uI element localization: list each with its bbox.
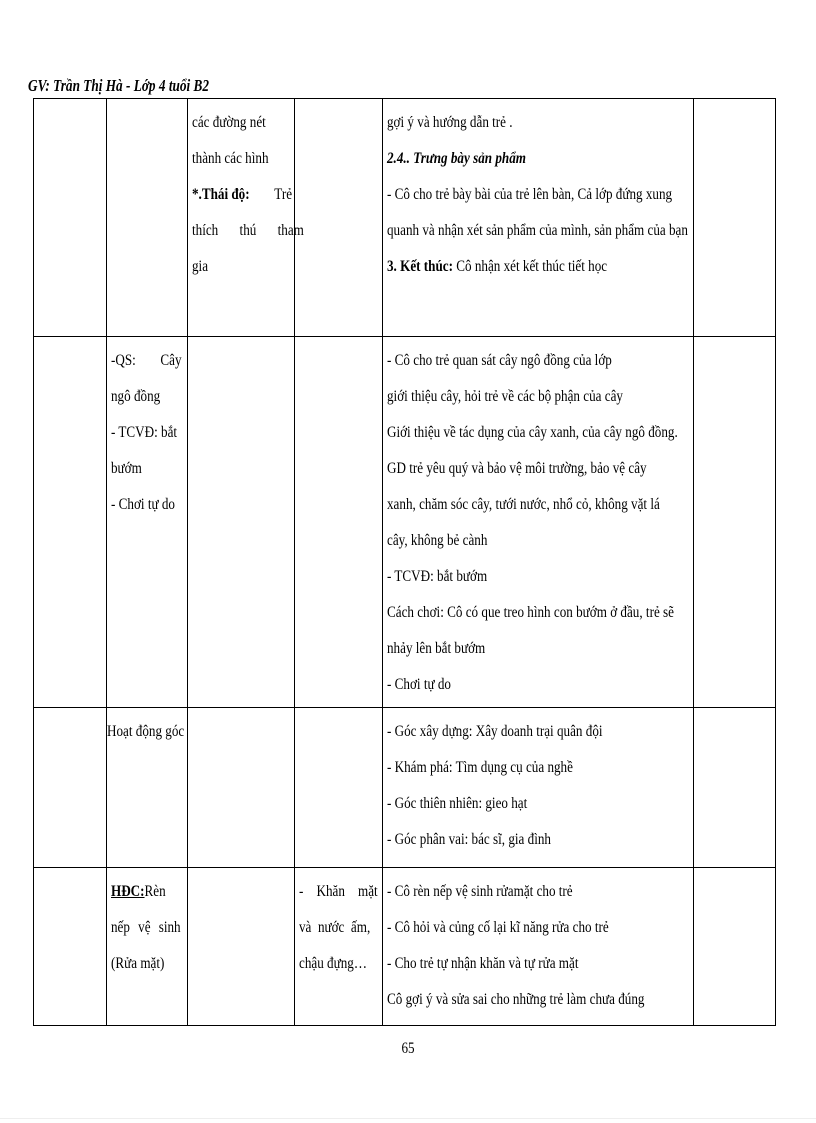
section-heading: 2.4.. Trưng bày sản phẩm [387,150,526,167]
table-cell [383,708,694,868]
table-cell [694,99,776,337]
cell-text: gợi ý và hướng dẫn trẻ . [387,114,513,131]
cell-text: - Góc xây dựng: Xây doanh trại quân đội [387,723,603,740]
table-row [34,99,776,337]
cell-text: (Rửa mặt) [111,955,165,972]
cell-text: thích thú tham [192,222,304,239]
table-cell [107,708,188,868]
cell-text: - Chơi tự do [387,676,451,693]
table-cell [295,868,383,1026]
table-cell [694,337,776,708]
table-cell [295,99,383,337]
table-cell [694,708,776,868]
table-cell [383,337,694,708]
cell-text: - Khám phá: Tìm dụng cụ của nghề [387,759,573,776]
lesson-plan-table [33,98,776,1026]
cell-text: thành các hình [192,150,269,167]
cell-text: các đường nét [192,114,266,131]
cell-text: Rèn [144,883,166,900]
cell-text: cây, không bẻ cành [387,532,488,549]
cell-text: - Khăn mặt [299,883,378,900]
cell-text: nhảy lên bắt bướm [387,640,486,657]
cell-text: và nước ấm, [299,919,371,936]
table-cell [188,708,295,868]
cell-text: - Cô cho trẻ bày bài của trẻ lên bàn, Cả lớp đứng xung [387,186,673,203]
hdc-label: HĐC: [111,883,145,900]
table-cell [34,868,107,1026]
cell-text: - Cô rèn nếp vệ sinh rửamặt cho trẻ [387,883,573,900]
cell-text: chậu đựng… [299,955,367,972]
cell-text: - TCVĐ: bắt [111,424,178,441]
cell-text: - Cho trẻ tự nhận khăn và tự rửa mặt [387,955,579,972]
table-cell [107,99,188,337]
cell-text: -QS: Cây [111,352,182,369]
table-row [34,868,776,1026]
cell-text: gia [192,258,209,275]
cell-text: - Cô hỏi và củng cố lại kĩ năng rửa cho trẻ [387,919,609,936]
table-cell [295,337,383,708]
cell-text: nếp vệ sinh [111,919,181,936]
cell-text: bướm [111,460,142,477]
table-cell [694,868,776,1026]
cell-text: Trẻ [274,186,293,203]
table-cell [107,868,188,1026]
table-cell [383,99,694,337]
cell-text: xanh, chăm sóc cây, tưới nước, nhổ cỏ, không vặt lá [387,496,660,513]
table-cell [34,337,107,708]
table-cell [188,99,304,337]
cell-text: - TCVĐ: bắt bướm [387,568,488,585]
table-cell [383,868,694,1026]
cell-text: giới thiệu cây, hỏi trẻ về các bộ phận của cây [387,388,623,405]
table-row [34,708,776,868]
cell-text: Cô gợi ý và sửa sai cho những trẻ làm chưa đúng [387,991,645,1008]
page-bottom-divider [0,1118,816,1119]
cell-text: ngô đồng [111,388,161,405]
table-cell [188,337,295,708]
cell-text: Cách chơi: Cô có que treo hình con bướm ở đầu, trẻ sẽ [387,604,674,621]
table-cell [107,337,188,708]
table-cell [34,708,107,868]
table-cell [295,708,383,868]
page-header: GV: Trần Thị Hà - Lớp 4 tuổi B2 [28,76,209,95]
cell-text: quanh và nhận xét sản phẩm của mình, sản phẩm của bạn [387,222,688,239]
cell-text: - Góc phân vai: bác sĩ, gia đình [387,831,551,848]
cell-text: - Góc thiên nhiên: gieo hạt [387,795,528,812]
cell-text: GD trẻ yêu quý và bảo vệ môi trường, bảo vệ cây [387,460,647,477]
cell-text: Hoạt động góc [107,723,185,740]
page-number: 65 [401,1040,415,1057]
cell-text: Giới thiệu về tác dụng của cây xanh, của cây ngô đồng. [387,424,678,441]
cell-text: - Cô cho trẻ quan sát cây ngô đồng của lớp [387,352,612,369]
table-cell [188,868,295,1026]
attitude-label: *.Thái độ: [192,186,250,203]
table-row [34,337,776,708]
cell-text: - Chơi tự do [111,496,175,513]
table-cell [34,99,107,337]
section-heading: 3. Kết thúc: [387,258,453,275]
cell-text: Cô nhận xét kết thúc tiết học [452,258,608,275]
